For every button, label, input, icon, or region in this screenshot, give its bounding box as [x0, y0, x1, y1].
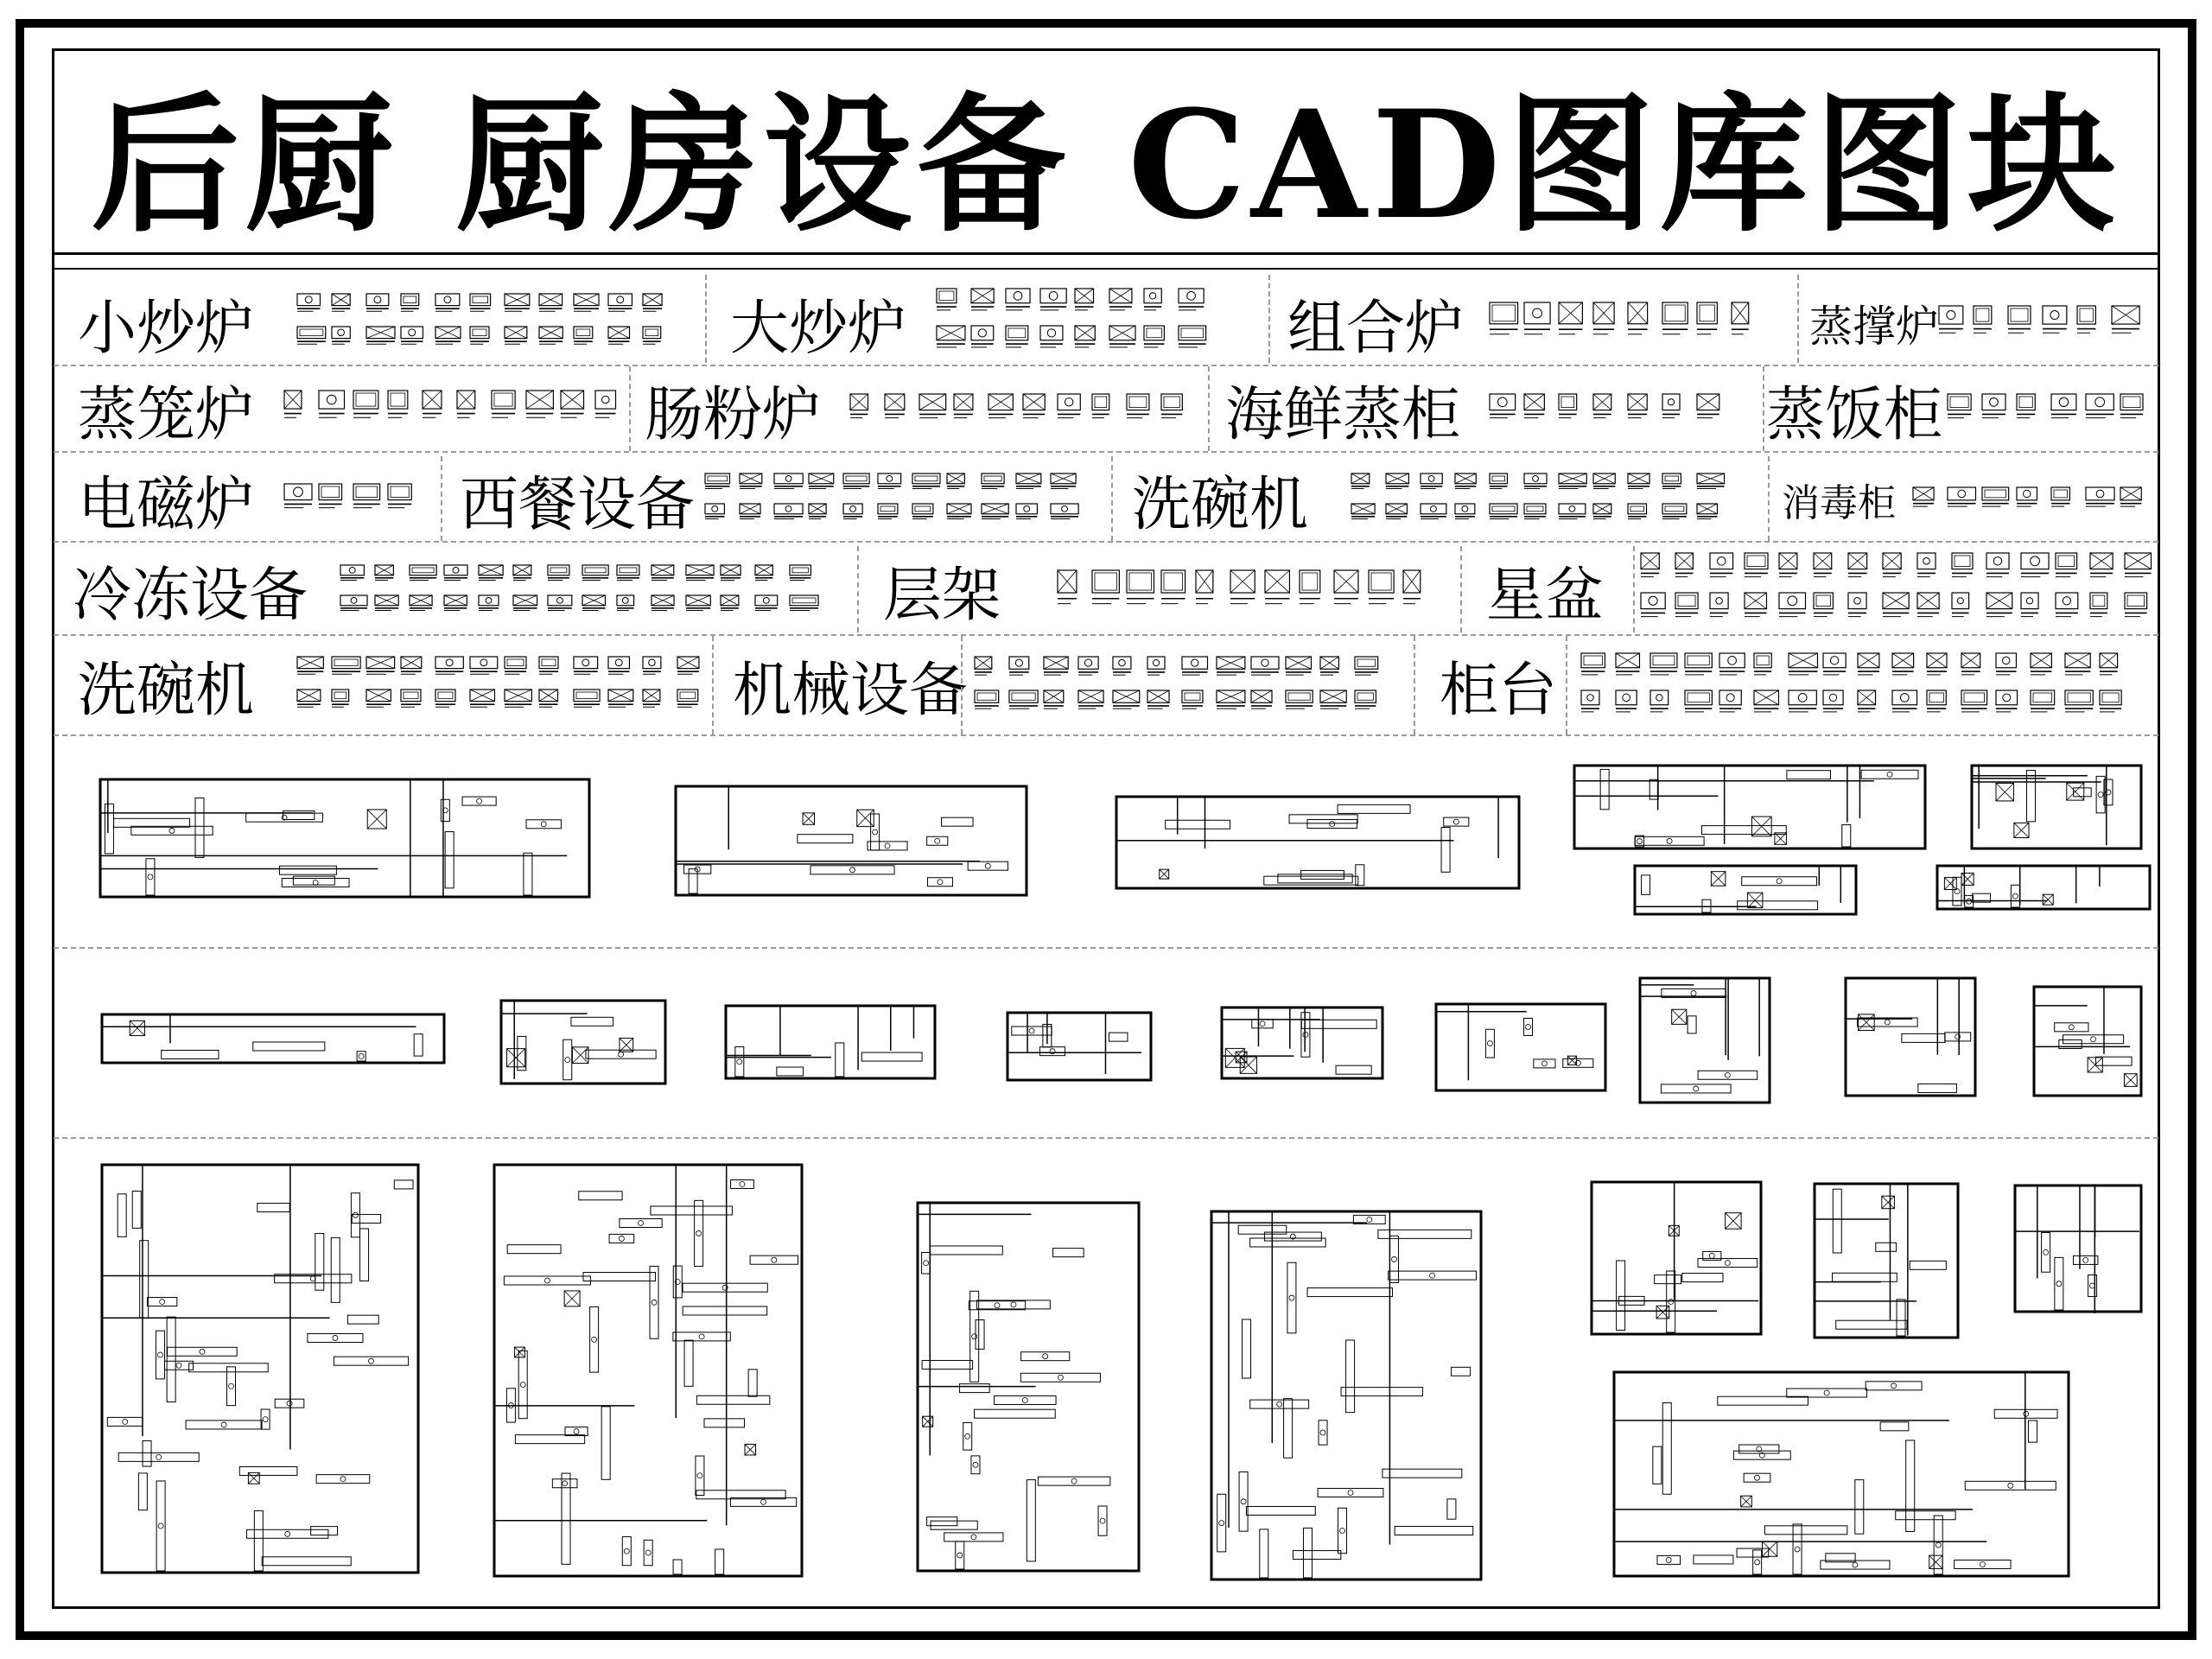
category-label: 消毒柜	[1782, 481, 1896, 525]
thumbnail-drawing	[1637, 550, 2156, 629]
equipment-thumbnails	[337, 562, 847, 622]
category-label: 蒸撑炉	[1809, 302, 1939, 352]
kitchen-floorplan	[1590, 1180, 1763, 1336]
category-label: 海鲜蒸柜	[1225, 380, 1461, 449]
row-divider	[54, 365, 2158, 366]
kitchen-floorplan	[1970, 764, 2143, 850]
column-divider	[1111, 456, 1113, 541]
category-label: 小炒炉	[78, 294, 255, 363]
column-divider	[1768, 456, 1770, 541]
column-divider	[1208, 366, 1210, 451]
equipment-thumbnails	[1348, 470, 1745, 531]
kitchen-floorplan	[1573, 764, 1927, 850]
floorplan-drawing	[1573, 764, 1927, 850]
column-divider	[961, 636, 963, 734]
category-label: 冷冻设备	[73, 561, 308, 630]
column-divider	[1797, 275, 1799, 363]
category-label: 大炒炉	[730, 294, 907, 363]
floorplan-drawing	[1638, 976, 1771, 1104]
kitchen-floorplan	[493, 1163, 804, 1578]
thumbnail-drawing	[1910, 484, 2152, 518]
thumbnail-drawing	[337, 562, 847, 622]
kitchen-floorplan	[1936, 864, 2152, 911]
kitchen-floorplan	[2013, 1184, 2143, 1313]
thumbnail-drawing	[971, 653, 1403, 721]
equipment-thumbnails	[1578, 650, 2157, 724]
column-divider	[629, 366, 631, 451]
thumbnail-drawing	[1486, 299, 1780, 347]
thumbnail-drawing	[294, 290, 700, 356]
category-label: 机械设备	[733, 656, 969, 725]
kitchen-floorplan	[674, 785, 1028, 897]
floorplan-drawing	[1633, 864, 1858, 916]
row-divider	[54, 1137, 2158, 1139]
kitchen-floorplan	[499, 999, 667, 1085]
floorplan-drawing	[1590, 1180, 1763, 1336]
floorplan-drawing	[100, 1163, 420, 1574]
category-label: 肠粉炉	[645, 380, 822, 449]
kitchen-floorplan	[100, 1163, 420, 1574]
thumbnail-drawing	[933, 285, 1227, 359]
column-divider	[1566, 636, 1567, 734]
column-divider	[1633, 546, 1635, 632]
thumbnail-drawing	[294, 653, 709, 719]
equipment-thumbnails	[933, 285, 1227, 359]
floorplan-drawing	[100, 1013, 446, 1065]
kitchen-floorplan	[1220, 1006, 1384, 1080]
equipment-thumbnails	[1637, 550, 2156, 629]
floorplan-drawing	[493, 1163, 804, 1578]
floorplan-drawing	[1844, 976, 1977, 1097]
thumbnail-drawing	[281, 480, 428, 520]
equipment-thumbnails	[702, 470, 1099, 531]
equipment-thumbnails	[1054, 567, 1460, 617]
floorplan-drawing	[1434, 1002, 1607, 1092]
equipment-thumbnails	[294, 290, 700, 356]
kitchen-floorplan	[1434, 1002, 1607, 1092]
floorplan-drawing	[1612, 1370, 2070, 1578]
equipment-thumbnails	[1486, 391, 1754, 430]
kitchen-floorplan	[99, 778, 591, 899]
equipment-thumbnails	[1486, 299, 1780, 347]
thumbnail-drawing	[702, 470, 1099, 531]
row-divider	[54, 947, 2158, 949]
equipment-thumbnails	[1910, 484, 2152, 518]
kitchen-floorplan	[1612, 1370, 2070, 1578]
kitchen-floorplan	[1210, 1210, 1483, 1581]
kitchen-floorplan	[1633, 864, 1858, 916]
column-divider	[1414, 636, 1415, 734]
row-divider	[54, 734, 2158, 736]
floorplan-drawing	[1813, 1182, 1960, 1339]
column-divider	[705, 275, 707, 363]
floorplan-drawing	[916, 1201, 1141, 1573]
title-divider	[52, 252, 2160, 255]
column-divider	[857, 546, 859, 632]
kitchen-floorplan	[1813, 1182, 1960, 1339]
category-label: 电磁炉	[78, 470, 255, 539]
thumbnail-drawing	[281, 387, 626, 430]
floorplan-drawing	[2013, 1184, 2143, 1313]
kitchen-floorplan	[100, 1013, 446, 1065]
page-title: 后厨 厨房设备 CAD图库图块	[91, 76, 2121, 252]
floorplan-drawing	[674, 785, 1028, 897]
floorplan-drawing	[1220, 1006, 1384, 1080]
category-label: 组合炉	[1287, 294, 1465, 363]
kitchen-floorplan	[2032, 985, 2143, 1097]
kitchen-floorplan	[1638, 976, 1771, 1104]
column-divider	[1268, 275, 1270, 363]
category-label: 星盆	[1486, 561, 1605, 630]
floorplan-drawing	[1936, 864, 2152, 911]
thumbnail-drawing	[1348, 470, 1745, 531]
kitchen-floorplan	[916, 1201, 1141, 1573]
column-divider	[1763, 366, 1764, 451]
title-divider-secondary	[52, 268, 2160, 270]
category-label: 洗碗机	[78, 656, 255, 725]
thumbnail-drawing	[1578, 650, 2157, 724]
thumbnail-drawing	[847, 391, 1192, 430]
category-label: 西餐设备	[460, 470, 696, 539]
category-label: 层架	[883, 561, 1001, 630]
kitchen-floorplan	[1006, 1011, 1153, 1082]
floorplan-drawing	[1210, 1210, 1483, 1581]
kitchen-floorplan	[1115, 795, 1521, 890]
column-divider	[441, 456, 442, 541]
floorplan-drawing	[2032, 985, 2143, 1097]
thumbnail-drawing	[1944, 391, 2152, 430]
category-label: 洗碗机	[1132, 470, 1309, 539]
category-label: 柜台	[1440, 656, 1558, 725]
category-label: 蒸笼炉	[78, 380, 255, 449]
column-divider	[1460, 546, 1462, 632]
equipment-thumbnails	[1936, 302, 2152, 346]
floorplan-drawing	[499, 999, 667, 1085]
row-divider	[54, 634, 2158, 636]
equipment-thumbnails	[847, 391, 1192, 430]
thumbnail-drawing	[1486, 391, 1754, 430]
column-divider	[712, 636, 714, 734]
equipment-thumbnails	[281, 480, 428, 520]
equipment-thumbnails	[294, 653, 709, 719]
floorplan-drawing	[99, 778, 591, 899]
kitchen-floorplan	[1844, 976, 1977, 1097]
equipment-thumbnails	[281, 387, 626, 430]
row-divider	[54, 541, 2158, 543]
floorplan-drawing	[1006, 1011, 1153, 1082]
thumbnail-drawing	[1936, 302, 2152, 346]
floorplan-drawing	[1970, 764, 2143, 850]
thumbnail-drawing	[1054, 567, 1460, 617]
category-label: 蒸饭柜	[1766, 380, 1943, 449]
kitchen-floorplan	[724, 1004, 937, 1080]
floorplan-drawing	[1115, 795, 1521, 890]
equipment-thumbnails	[1944, 391, 2152, 430]
equipment-thumbnails	[971, 653, 1403, 721]
floorplan-drawing	[724, 1004, 937, 1080]
